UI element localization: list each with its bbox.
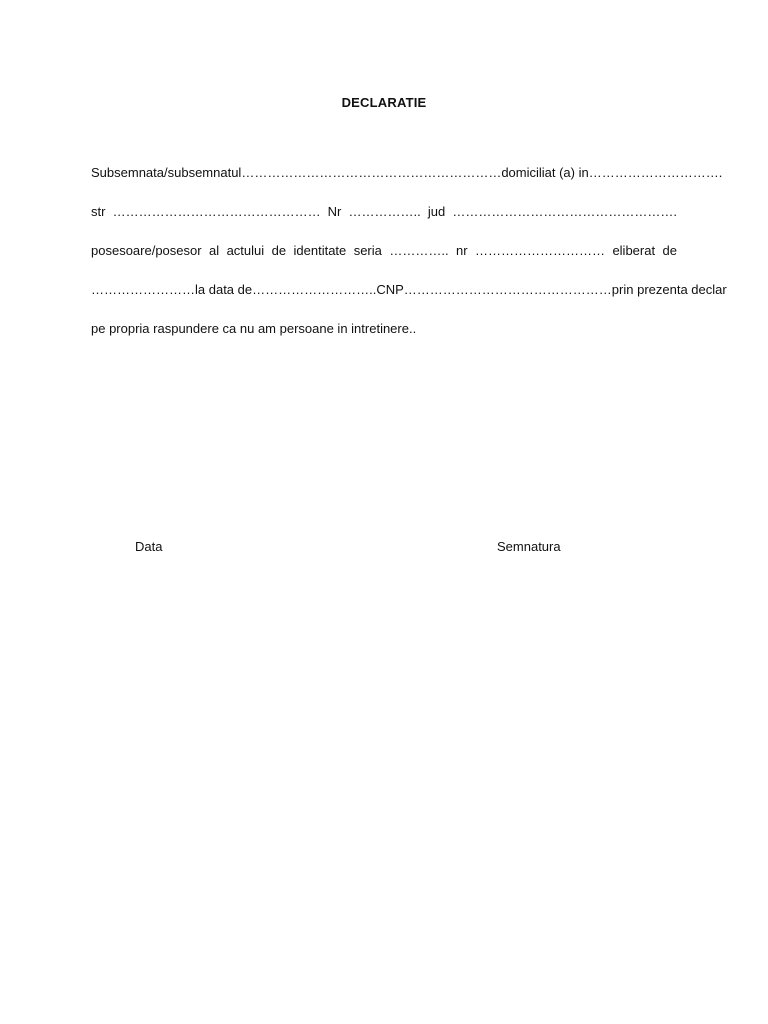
declaration-line-5	[91, 319, 677, 358]
text-segment: Nr	[327, 204, 342, 219]
blank-field: …………………………	[475, 243, 605, 258]
text-segment: Subsemnata/subsemnatul	[91, 165, 242, 180]
text-segment: jud	[427, 204, 446, 219]
signature-label: Semnatura	[497, 539, 561, 554]
text-segment: str	[91, 204, 106, 219]
declaration-line-3	[91, 241, 677, 280]
text-segment: de	[271, 243, 287, 258]
text-segment: identitate	[293, 243, 347, 258]
blank-field: ………………………..	[252, 282, 377, 297]
declaration-line-4	[91, 280, 727, 319]
text-segment: domiciliat (a) in	[501, 165, 589, 180]
document-title: DECLARATIE	[341, 95, 427, 110]
text-segment: pe propria raspundere ca nu am persoane in intretinere..	[91, 321, 417, 336]
blank-field: ………………………….	[588, 165, 723, 180]
blank-field: …………………………………………….	[452, 204, 677, 219]
blank-field: …………..	[389, 243, 449, 258]
declaration-line-1	[91, 163, 723, 202]
blank-field: ……………………	[91, 282, 195, 297]
text-segment: al	[209, 243, 220, 258]
blank-field: …………………………………………	[403, 282, 612, 297]
text-segment: CNP	[376, 282, 404, 297]
declaration-line-2	[91, 202, 677, 241]
text-segment: prin prezenta declar	[611, 282, 727, 297]
text-segment: eliberat	[612, 243, 656, 258]
date-label: Data	[135, 539, 163, 554]
text-segment: posesoare/posesor	[91, 243, 202, 258]
blank-field: ……………………………………………………	[241, 165, 502, 180]
declaration-body	[91, 163, 727, 358]
text-segment: seria	[353, 243, 382, 258]
text-segment: actului	[226, 243, 265, 258]
blank-field: …………………………………………	[112, 204, 321, 219]
blank-field: ……………..	[348, 204, 421, 219]
text-segment: nr	[456, 243, 468, 258]
text-segment: la data de	[195, 282, 253, 297]
text-segment: de	[662, 243, 677, 258]
